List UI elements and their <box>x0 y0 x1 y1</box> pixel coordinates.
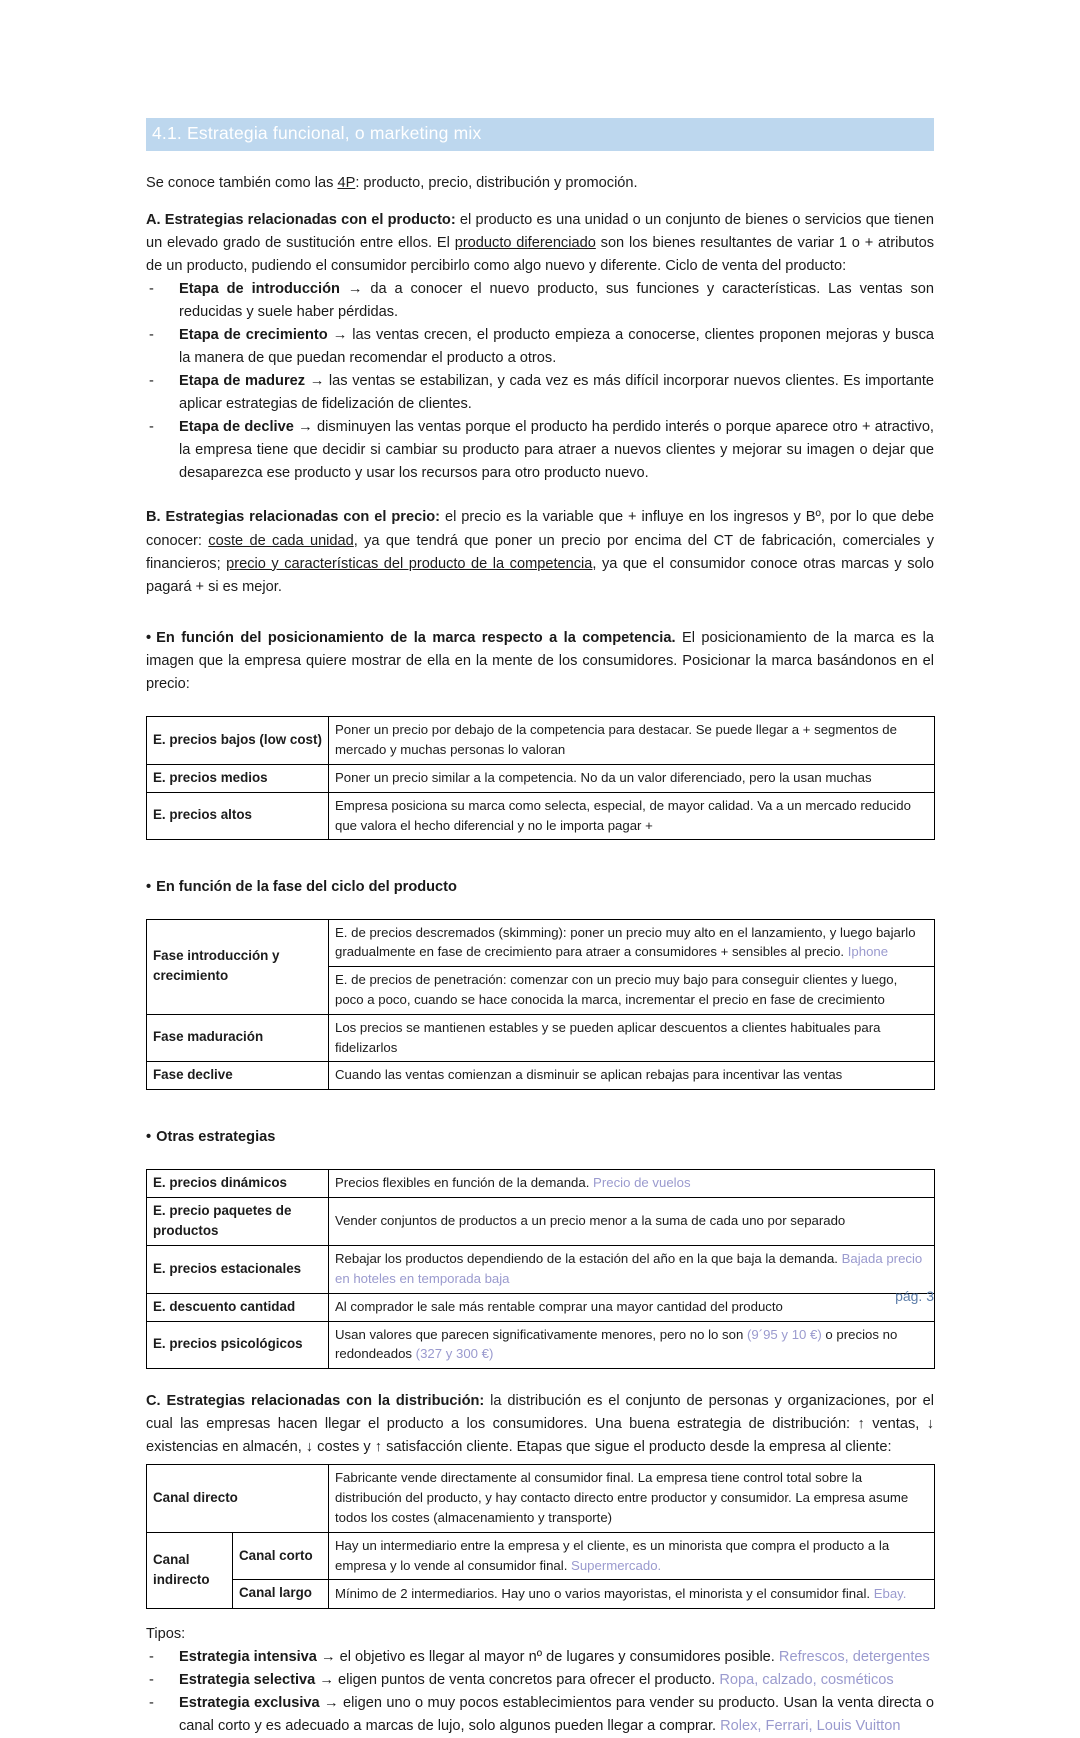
table-other-price-strategies <box>146 1169 935 1370</box>
table-positioning-strategies <box>146 716 935 840</box>
table-cell-text-2: o precios no redondeados <box>335 1326 898 1362</box>
example-text: Bajada precio en hoteles en temporada baja <box>335 1250 923 1286</box>
example-text: Supermercado. <box>571 1557 662 1573</box>
table-cell-value: Poner un precio similar a la competencia. No da un valor diferenciado, pero la usan muchas <box>329 764 935 792</box>
section-b-label: B. Estrategias relacionadas con el precio: <box>146 509 441 526</box>
table-cell-key: E. precio paquetes de productos <box>147 1197 329 1245</box>
table-cell-key: Fase maduración <box>147 1014 329 1062</box>
table-cell-value: Empresa posiciona su marca como selecta, especial, de mayor calidad. Va a un mercado reducido que valora el hecho diferencial y no le importa pagar + <box>329 792 935 840</box>
dash-marker: - <box>149 1694 154 1711</box>
list-item-text: → disminuyen las ventas porque el producto ha perdido interés o porque aparece otro + atractivo, la empresa tiene que decidir si cambiar su producto para atraer a nuevos clientes y mejorar su imagen o dejar que desaparezca ese producto y usar los recursos para otro producto nuevo. <box>179 419 934 482</box>
list-item-text: → el objetivo es llegar al mayor nº de lugares y consumidores posible. <box>316 1648 779 1665</box>
table-cell-key: E. precios psicológicos <box>147 1321 329 1369</box>
section-a-body-2: son los bienes resultantes de variar 1 o + atributos de un producto, pudiendo el consumidor percibirlo como algo nuevo y diferente. Ciclo de venta del producto: <box>146 234 935 275</box>
table-cell-value: Cuando las ventas comienzan a disminuir se aplican rebajas para incentivar las ventas <box>329 1062 935 1090</box>
list-item <box>146 1669 934 1692</box>
table-row <box>147 1532 935 1580</box>
table-row <box>147 1245 935 1293</box>
example-text: Rolex, Ferrari, Louis Vuitton <box>720 1717 901 1734</box>
subhead-cycle <box>146 876 934 899</box>
table-cell-value <box>329 919 935 967</box>
table-cell-key: E. precios dinámicos <box>147 1169 329 1197</box>
dash-marker: - <box>149 281 154 298</box>
intro-pre: Se conoce también como las <box>146 174 338 191</box>
table-cell-key: E. precios altos <box>147 792 329 840</box>
document-page <box>146 0 934 1738</box>
table-row <box>147 1197 935 1245</box>
list-item <box>146 278 934 324</box>
bullet-dot-icon: • <box>146 878 152 895</box>
subhead-cycle-label: En función de la fase del ciclo del producto <box>156 878 457 895</box>
table-cell-value: Al comprador le sale más rentable comprar una mayor cantidad del producto <box>329 1293 935 1321</box>
bullet-dot-icon: • <box>146 630 152 647</box>
list-item-text: → las ventas crecen, el producto empieza a conocerse, clientes proponen mejoras y busca la manera de que puedan recomendar el producto a otros. <box>179 327 934 367</box>
table-cell-subkey: Canal corto <box>233 1532 329 1580</box>
list-item-text: → las ventas se estabilizan, y cada vez es más difícil incorporar nuevos clientes. Es importante aplicar estrategias de fidelización de clientes. <box>179 373 934 413</box>
table-cell-value: Vender conjuntos de productos a un precio menor a la suma de cada uno por separado <box>329 1197 935 1245</box>
example-text: (9´95 y 10 €) <box>746 1326 822 1342</box>
table-row <box>147 1062 935 1090</box>
list-item-term: Estrategia selectiva <box>179 1671 316 1688</box>
subhead-other-label: Otras estrategias <box>156 1129 276 1146</box>
table-row <box>147 1580 935 1608</box>
subhead-positioning-rest: El posicionamiento de la marca es la imagen que la empresa quiere mostrar de ella en la mente de los consumidores. Posicionar la marca basándonos en el precio: <box>146 630 934 693</box>
table-row <box>147 919 935 967</box>
table-cell-key: E. descuento cantidad <box>147 1293 329 1321</box>
dash-marker: - <box>149 1671 154 1688</box>
tipos-label: Tipos: <box>146 1625 186 1642</box>
section-a-list <box>146 278 934 485</box>
example-text: Refrescos, detergentes <box>778 1648 930 1665</box>
table-cell-subkey: Canal largo <box>233 1580 329 1608</box>
list-item-term: Estrategia exclusiva <box>179 1694 320 1711</box>
table-row <box>147 1014 935 1062</box>
list-item <box>146 324 934 370</box>
table-cell-text: Rebajar los productos dependiendo de la estación del año en la que baja la demanda. <box>335 1250 842 1266</box>
table-cell-value <box>329 1321 935 1369</box>
list-item <box>146 416 934 485</box>
section-heading-banner: 4.1. Estrategia funcional, o marketing mix <box>146 118 934 151</box>
table-cell-value: Poner un precio por debajo de la competencia para destacar. Se puede llegar a + segmentos de mercado y muchas personas lo valoran <box>329 717 935 765</box>
table-row <box>147 1465 935 1532</box>
list-item-term: Etapa de declive <box>179 419 294 436</box>
list-item-text: → da a conocer el nuevo producto, sus funciones y características. Las ventas son reducidas y suele haber pérdidas. <box>179 281 934 321</box>
example-text: Precio de vuelos <box>593 1174 691 1190</box>
table-row <box>147 1321 935 1369</box>
subhead-positioning-bold: En función del posicionamiento de la marca respecto a la competencia. <box>156 630 676 647</box>
dash-marker: - <box>149 419 154 436</box>
table-cell-value: Los precios se mantienen estables y se pueden aplicar descuentos a clientes habituales para fidelizarlos <box>329 1014 935 1062</box>
section-b-underlined-1: coste de cada unidad <box>208 532 354 549</box>
table-row <box>147 717 935 765</box>
table-cell-text: Mínimo de 2 intermediarios. Hay uno o varios mayoristas, el minorista y el consumidor final. <box>335 1585 874 1601</box>
table-cell-text: Hay un intermediario entre la empresa y el cliente, es un minorista que compra el producto a la empresa y lo vende al consumidor final. <box>335 1537 890 1573</box>
section-b-paragraph <box>146 506 934 598</box>
table-cell-value <box>329 1580 935 1608</box>
table-row <box>147 792 935 840</box>
dash-marker: - <box>149 373 154 390</box>
table-cell-text: E. de precios descremados (skimming): poner un precio muy alto en el lanzamiento, y luego bajarlo gradualmente en fase de crecimiento para atraer a consumidores + sensibles al precio. <box>335 924 916 960</box>
subhead-other-strategies <box>146 1126 934 1149</box>
example-text: Ebay. <box>873 1585 907 1601</box>
dash-marker: - <box>149 1648 154 1665</box>
section-b-underlined-2: precio y características del producto de la competencia <box>226 555 593 572</box>
table-cell-key-indirect: Canal indirecto <box>147 1532 233 1608</box>
section-c-label: C. Estrategias relacionadas con la distribución: <box>146 1393 485 1410</box>
section-b-body-3: , ya que el consumidor conoce otras marcas y solo pagará + si es mejor. <box>146 555 934 595</box>
bullet-dot-icon: • <box>146 1129 152 1146</box>
page-footer: pág. 3 <box>895 1288 934 1304</box>
list-item <box>146 1646 934 1669</box>
list-item-term: Etapa de crecimiento <box>179 327 328 344</box>
list-item-term: Estrategia intensiva <box>179 1648 317 1665</box>
table-cycle-phase-strategies <box>146 919 935 1091</box>
table-row <box>147 1169 935 1197</box>
section-b-body-1: el precio es la variable que + influye en los ingresos y Bº, por lo que debe conocer: <box>146 509 934 549</box>
subhead-positioning <box>146 627 934 696</box>
example-text-2: (327 y 300 €) <box>415 1346 494 1362</box>
table-cell-text: Precios flexibles en función de la demanda. <box>335 1174 594 1190</box>
table-cell-key: E. precios bajos (low cost) <box>147 717 329 765</box>
section-a-label: A. Estrategias relacionadas con el producto: <box>146 211 456 228</box>
table-cell-key: Fase introducción y crecimiento <box>147 919 329 1014</box>
table-cell-text: Usan valores que parecen significativamente menores, pero no lo son <box>335 1326 747 1342</box>
table-cell-value: E. de precios de penetración: comenzar con un precio muy bajo para conseguir clientes y luego, poco a poco, cuando se hace conocida la marca, incrementar el precio en fase de crecimiento <box>329 967 935 1015</box>
section-a-body-1: el producto es una unidad o un conjunto de bienes o servicios que tienen un elevado grado de sustitución entre ellos. El <box>146 211 935 251</box>
list-item-text: → eligen uno o muy pocos establecimientos para vender su producto. Usan la venta directa o canal corto y es adecuado a marcas de lujo, solo algunos pueden llegar a comprar. <box>179 1694 935 1734</box>
list-item-term: Etapa de introducción <box>179 281 340 298</box>
intro-paragraph <box>146 172 934 195</box>
section-a-underlined: producto diferenciado <box>454 234 596 251</box>
table-cell-key: E. precios medios <box>147 764 329 792</box>
example-text: Iphone <box>847 944 889 960</box>
intro-post: : producto, precio, distribución y promoción. <box>355 174 638 191</box>
table-distribution-channels <box>146 1464 935 1608</box>
table-cell-value: Fabricante vende directamente al consumidor final. La empresa tiene control total sobre la distribución del producto, y hay contacto directo entre productor y consumidor. La empresa asume todos los costes (almacenamiento y transporte) <box>329 1465 935 1532</box>
dash-marker: - <box>149 327 154 344</box>
tipos-list <box>146 1646 934 1738</box>
list-item <box>146 1692 934 1738</box>
section-c-paragraph <box>146 1390 934 1459</box>
table-cell-key-direct: Canal directo <box>147 1465 329 1532</box>
table-cell-key: E. precios estacionales <box>147 1245 329 1293</box>
list-item <box>146 370 934 416</box>
table-cell-value <box>329 1532 935 1580</box>
table-row <box>147 764 935 792</box>
list-item-term: Etapa de madurez <box>179 373 306 390</box>
section-a-paragraph <box>146 209 934 278</box>
table-cell-key: Fase declive <box>147 1062 329 1090</box>
table-cell-value <box>329 1245 935 1293</box>
section-b-body-2: , ya que tendrá que poner un precio por encima del CT de fabricación, comerciales y financieros; <box>146 532 934 572</box>
table-cell-value <box>329 1169 935 1197</box>
example-text: Ropa, calzado, cosméticos <box>719 1671 894 1688</box>
section-c-body: la distribución es el conjunto de personas y organizaciones, por el cual las empresas hacen llegar el producto a los consumidores. Una buena estrategia de distribución: ↑ ventas, ↓ existencias en almacén, ↓ costes y ↑ satisfacción cliente. Etapas que sigue el producto desde la empresa al cliente: <box>146 1393 935 1456</box>
intro-underlined-4p: 4P <box>337 174 356 191</box>
list-item-text: → eligen puntos de venta concretos para ofrecer el producto. <box>315 1671 720 1688</box>
